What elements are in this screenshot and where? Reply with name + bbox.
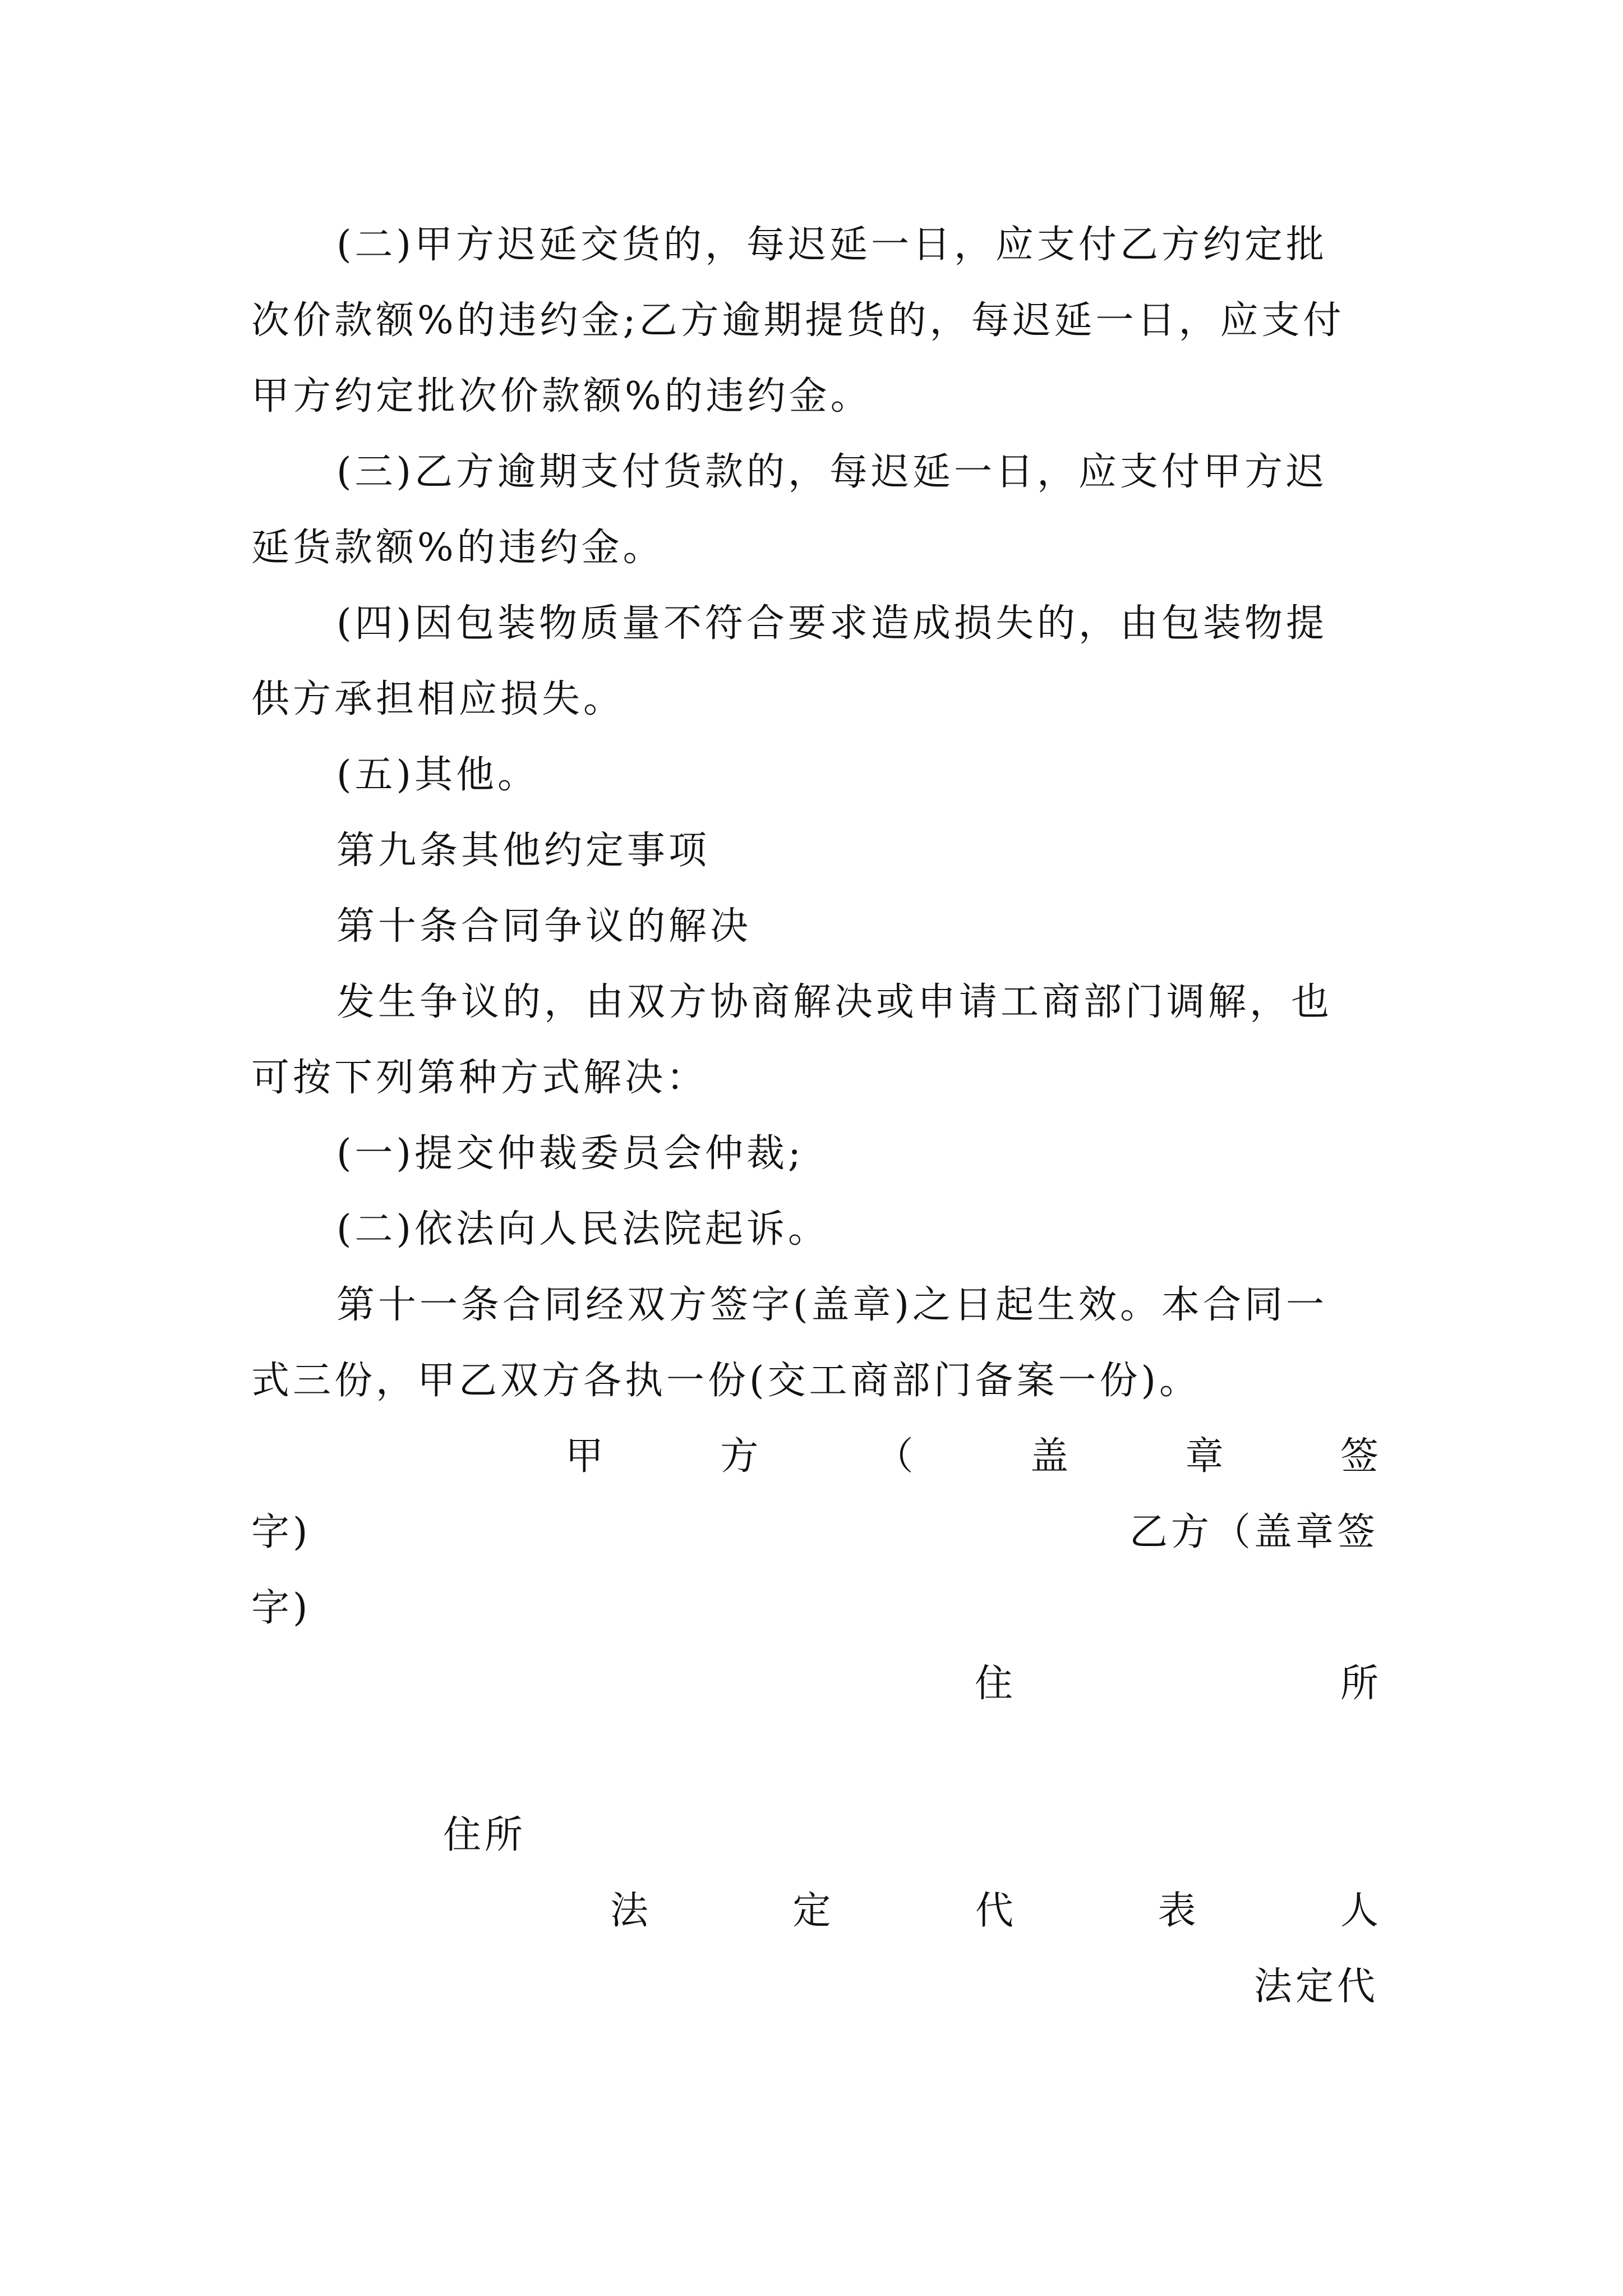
paragraph-2-line-1: (二)甲方迟延交货的，每迟延一日，应支付乙方约定批 [336,223,1328,267]
article-9-heading: 第九条其他约定事项 [336,829,711,873]
litigation-option: (二)依法向人民法院起诉。 [336,1207,830,1251]
party-b-signature-label: 乙方（盖章签 [1129,1510,1378,1554]
party-a-char: 甲 [565,1434,604,1479]
party-a-address-label [975,1662,1378,1706]
party-b-signature-end: 字) [251,1586,311,1630]
dispute-paragraph-line-2: 可按下列第种方式解决： [251,1056,708,1100]
address-char: 住 [975,1662,1013,1706]
party-a-char: 方 [720,1434,759,1479]
party-a-signature-end: 字) [251,1510,311,1554]
arbitration-option: (一)提交仲裁委员会仲裁; [336,1131,804,1176]
party-b-legal-rep-label: 法定代 [1253,1964,1378,2009]
party-a-char: 签 [1340,1434,1378,1479]
party-a-char: 章 [1185,1434,1224,1479]
article-10-heading: 第十条合同争议的解决 [336,904,752,949]
dispute-paragraph-line-1: 发生争议的，由双方协商解决或申请工商部门调解，也 [336,980,1333,1024]
paragraph-2-line-3: 甲方约定批次价款额%的违约金。 [251,374,872,418]
article-11-line-2: 式三份，甲乙双方各执一份(交工商部门备案一份)。 [251,1359,1201,1403]
party-a-legal-rep-label [610,1889,1378,1934]
paragraph-3-line-1: (三)乙方逾期支付货款的，每迟延一日，应支付甲方迟 [336,450,1328,494]
legal-rep-char: 定 [792,1889,831,1933]
legal-rep-char: 人 [1340,1889,1378,1933]
paragraph-4-line-1: (四)因包装物质量不符合要求造成损失的，由包装物提 [336,601,1328,646]
paragraph-3-line-2: 延货款额%的违约金。 [251,526,665,570]
paragraph-5: (五)其他。 [336,753,540,797]
address-char: 所 [1340,1662,1378,1706]
paragraph-4-line-2: 供方承担相应损失。 [251,677,625,721]
paragraph-2-line-2: 次价款额%的违约金;乙方逾期提货的，每迟延一日，应支付 [251,298,1345,343]
article-11-line-1: 第十一条合同经双方签字(盖章)之日起生效。本合同一 [336,1283,1328,1327]
legal-rep-char: 表 [1158,1889,1196,1933]
party-a-signature-label [565,1434,1378,1479]
legal-rep-char: 代 [975,1889,1013,1933]
legal-rep-char: 法 [610,1889,649,1933]
party-a-char: （ [875,1434,914,1479]
party-a-char: 盖 [1030,1434,1069,1479]
party-b-address-label: 住所 [443,1813,527,1857]
